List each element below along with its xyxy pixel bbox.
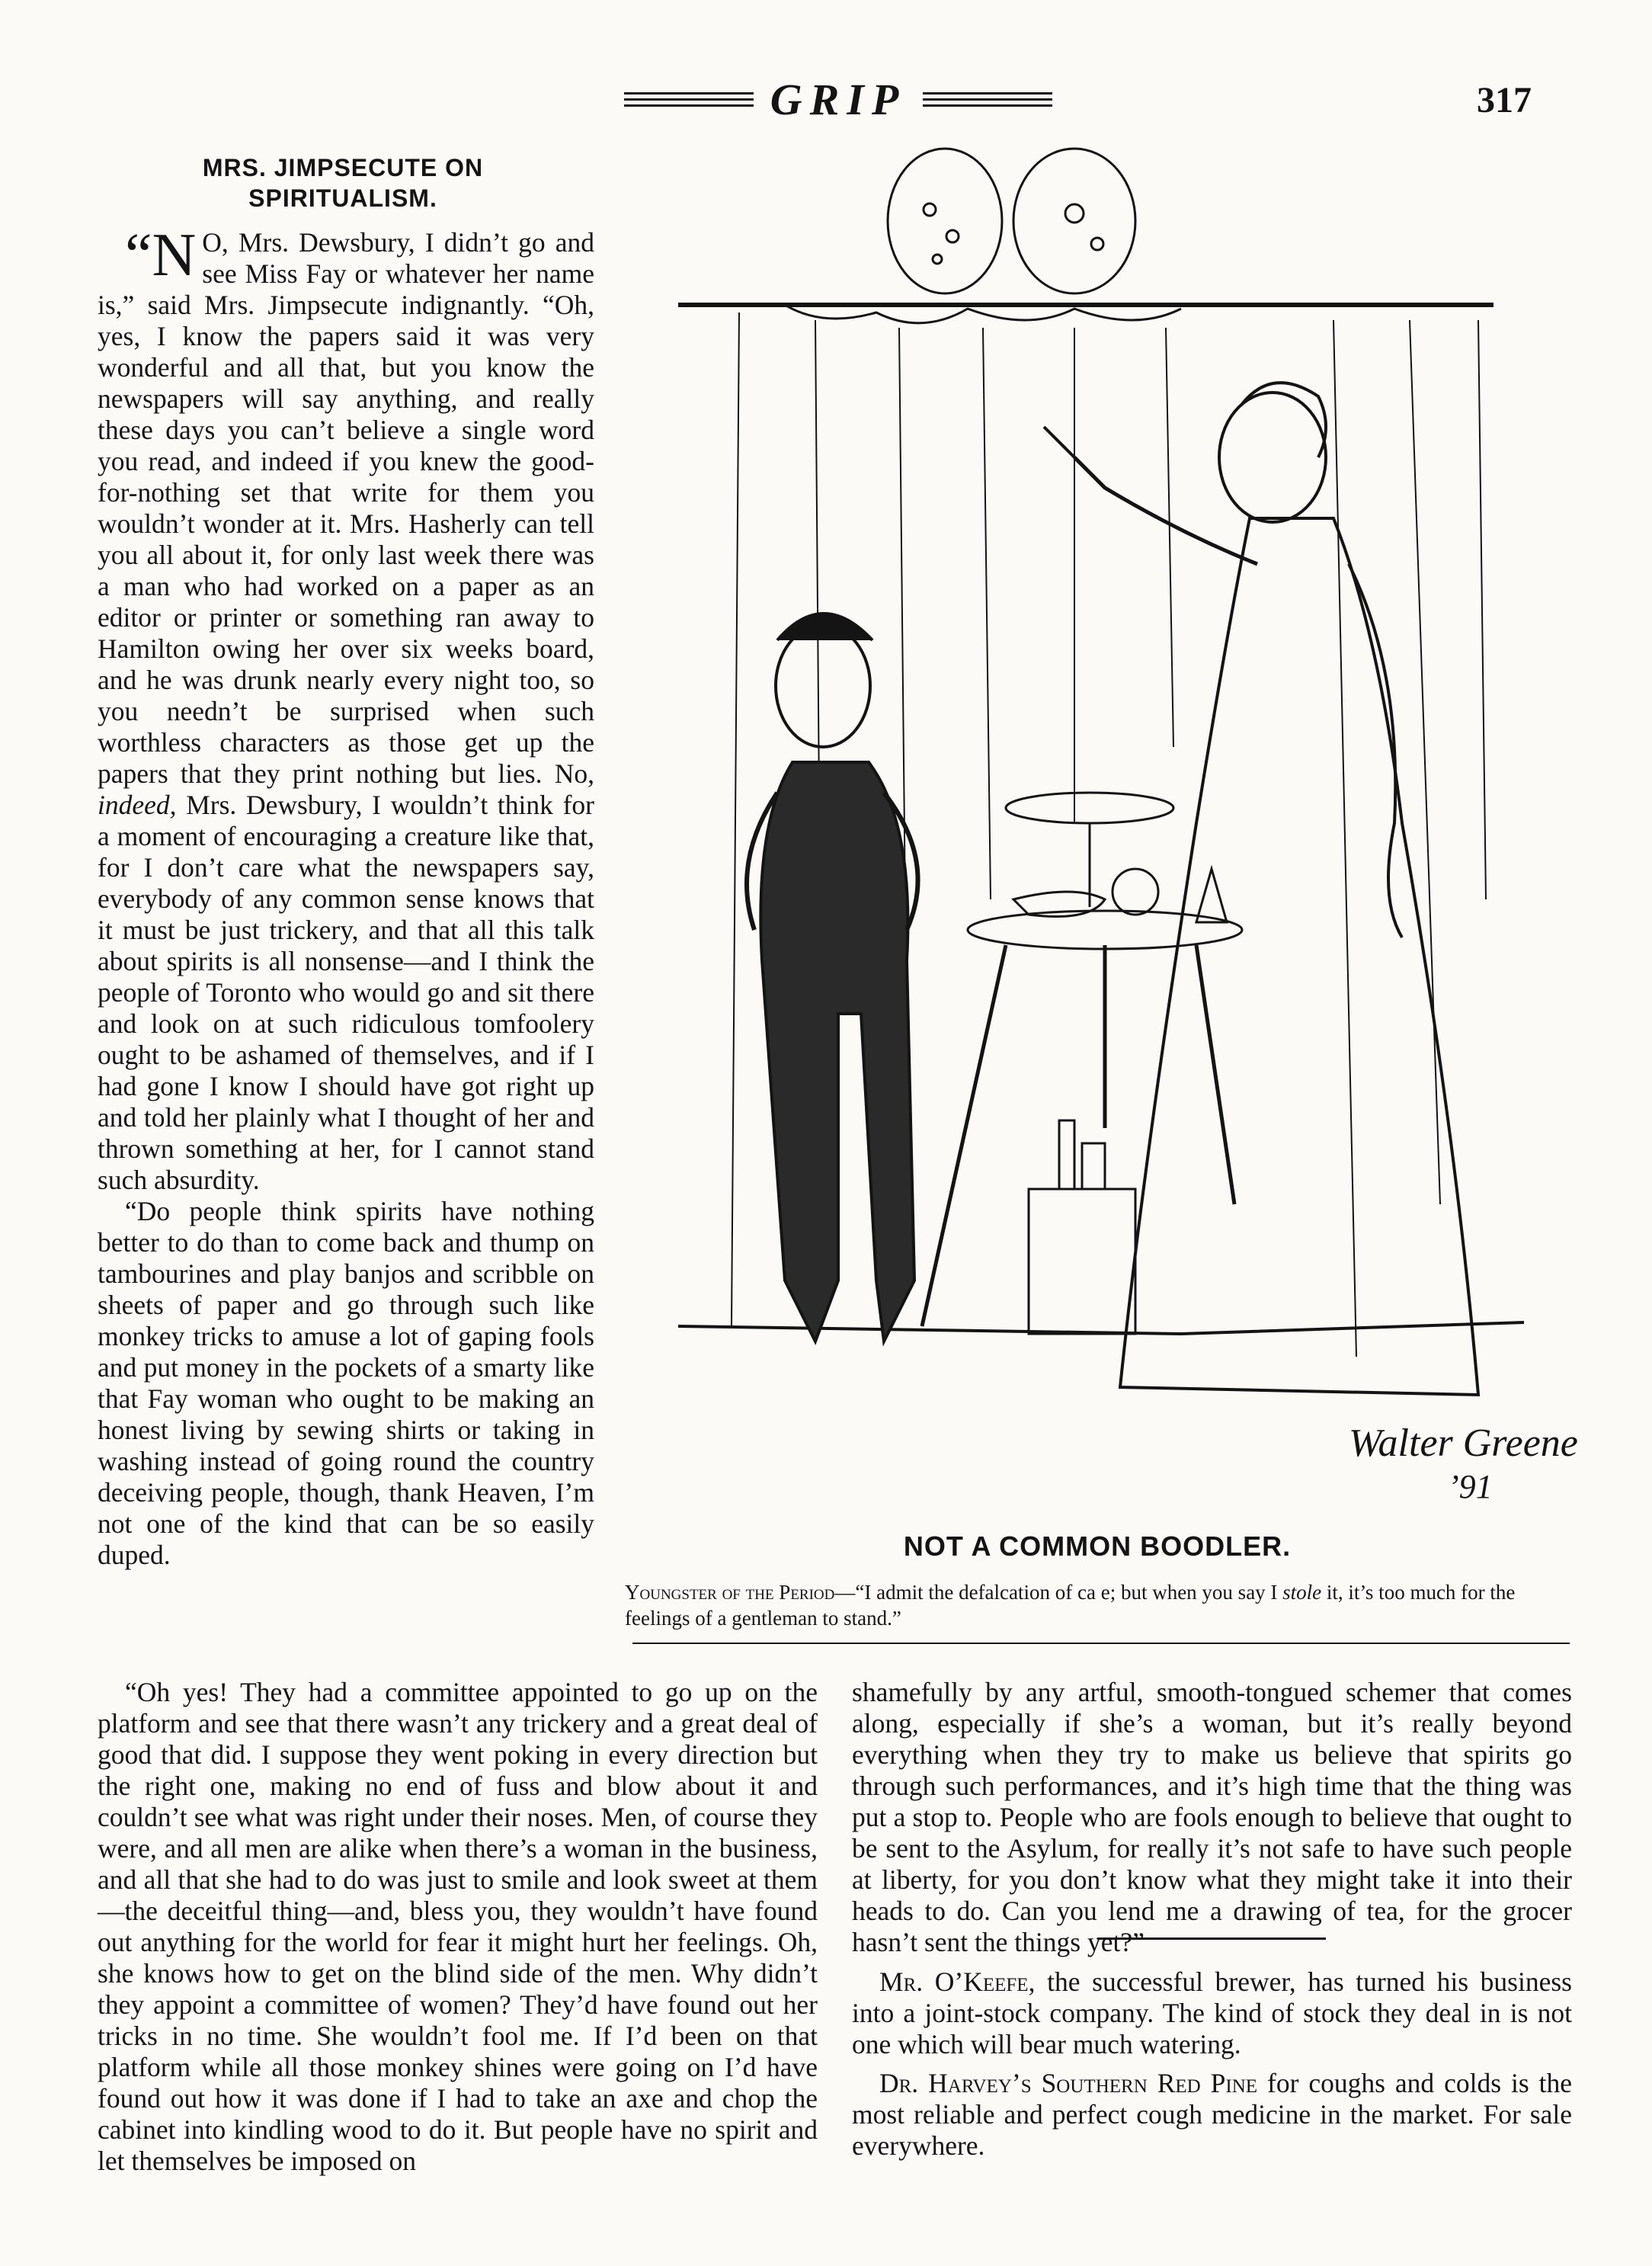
section-divider (1097, 1937, 1326, 1940)
fan-right (1013, 149, 1135, 293)
cartoon-illustration (648, 137, 1578, 1505)
article-column-left (98, 222, 594, 1571)
paragraph-1: “N O, Mrs. Dewsbury, I didn’t go and see Miss Fay or whatever her name is,” said Mrs. Jimpsecute indignantly. “Oh, yes, I know the papers said it was very wonderful and all that, but you know the newspapers will say anything, and really these days you can’t believe a single word you read, and indeed if you knew the good-for-nothing set that write for them you wouldn’t wonder at it. Mrs. Hasherly can tell you all about it, for only last week there was a man who had worked on a paper as an editor or printer or something ran away to Hamilton owing her over six weeks board, and he was drunk nearly every night too, so you needn’t be surprised when such worthless characters as those get up the papers that they print nothing but lies. No, indeed, Mrs. Dewsbury, I wouldn’t think for a moment of encouraging a creature like that, for I don’t care what the newspapers say, everybody of any common sense knows that it must be just trickery, and that all this talk about spirits is all nonsense—and I think the people of Toronto who would go and sit there and look on at such ridiculous tomfoolery ought to be ashamed of themselves, and if I had gone I know I should have got right up and told her plainly what I thought of her and thrown something at her, for I cannot stand such absurdity. (98, 222, 594, 1195)
article-column-bottom-right (852, 1677, 1572, 1958)
masthead-right-ornament (923, 86, 1052, 112)
headline-line-1: MRS. JIMPSECUTE ON (202, 154, 484, 181)
tea-table (922, 793, 1242, 1326)
caption-speaker: Youngster of the Period (625, 1581, 835, 1604)
note-harvey: Dr. Harvey’s Southern Red Pine for coughs and colds is the most reliable and perfect cough medicine in the market. For sale everywhere. (852, 2068, 1573, 2161)
caption-divider (632, 1643, 1570, 1644)
note-okeefe: Mr. O’Keefe, the successful brewer, has turned his business into a joint-stock company. The kind of stock they deal in is not one which will bear much watering. (852, 1966, 1573, 2059)
masthead-title: GRIP (770, 74, 907, 124)
masthead (594, 76, 1082, 122)
cartoon-caption: Youngster of the Period—“I admit the defalcation of ca e; but when you say I stole it, it’s too much for the feelings of a gentleman to stand.” (625, 1581, 1516, 1630)
paragraph-4: shamefully by any artful, smooth-tongued schemer that comes along, especially if she’s a woman, but it’s really beyond everything when they try to make us believe that spirits go through such performances, and it’s high time that the thing was put a stop to. People who are fools enough to believe that ought to be sent to the Asylum, for really it’s not safe to have such people at liberty, for you don’t know what they might take it into their heads to do. Can you lend me a drawing of tea, for the grocer hasn’t sent the things yet?” (852, 1677, 1572, 1957)
headline-line-2: SPIRITUALISM. (248, 184, 437, 212)
woman-figure (1044, 383, 1478, 1395)
side-stand (1029, 1120, 1135, 1334)
boy-figure (747, 614, 918, 1341)
article-column-bottom-left (98, 1677, 818, 2177)
paragraph-3: “Oh yes! They had a committee appointed to go up on the platform and see that there wasn’t any trickery and a great deal of good that did. I suppose they went poking in every direction but the right one, making no end of fuss and blow about it and couldn’t see what was right under their noses. Men, of course they were, and all men are alike when there’s a woman in the business, and all that she had to do was just to smile and look sweet at them—the deceitful thing—and, bless you, they wouldn’t have found out anything for the world for fear it might hurt her feelings. Oh, she knows how to get on the blind side of the men. Why didn’t they appoint a committee of women? They’d have found out her tricks in no time. She wouldn’t fool me. If I’d been on that platform while all those monkey shines were going on I’d have found out how it was done if I had to take an axe and chop the cabinet into kindling wood to do it. But people have no spirit and let themselves be imposed on (98, 1677, 818, 2176)
artist-year: ’91 (1448, 1468, 1493, 1505)
cartoon-title: NOT A COMMON BOODLER. (903, 1530, 1292, 1562)
paragraph-2: “Do people think spirits have nothing better to do than to come back and thump on tambourines and play banjos and scribble on sheets of paper and go through such like monkey tricks to amuse a lot of gaping fools and put money in the pockets of a smarty like that Fay woman who ought to be making an honest living by sewing shirts or taking in washing instead of going round the country deceiving people, though, thank Heaven, I’m not one of the kind that can be so easily duped. (98, 1196, 594, 1570)
masthead-left-ornament (624, 86, 754, 112)
article-headline (114, 152, 571, 213)
fan-left (888, 149, 1002, 293)
artist-signature: Walter Greene (1349, 1421, 1578, 1465)
page-number: 317 (1477, 80, 1532, 120)
drop-cap: “N (125, 222, 197, 289)
notes-column (852, 1966, 1572, 2162)
